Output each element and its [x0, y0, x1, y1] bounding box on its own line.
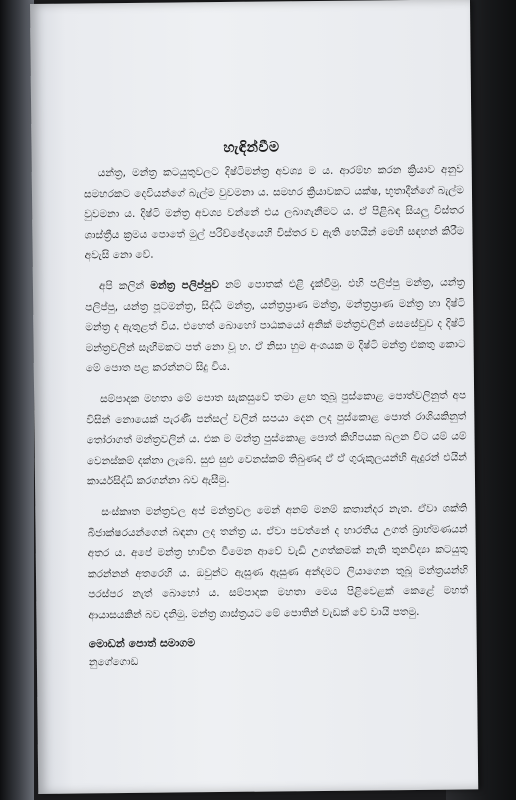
book-title-bold: මන්ත්‍ර පලිප්පුව	[150, 279, 219, 292]
publisher-place: නුගේගොඩ	[88, 656, 139, 669]
paragraph-1: යන්ත්‍ර, මන්ත්‍ර කටයුතුවලට දිෂ්ටිමන්ත්‍ර අවශ්‍ය ම ය. ආරම්භ කරන ක්‍රියාව අනුව සමහරකට දෙවියන්ගේ බැල්ම වුවමනා ය. සමහර ක්‍රියාවකට යක්ෂ, භූතාදීන්ගේ බැල්ම වුවමනා ය. දිෂ්ටි මන්ත්‍ර අවශ්‍ය වන්නේ එය ලබාගැනීමට ය. ඒ පිළිබඳ සියලු විස්තර ශාස්ත්‍රීය ක්‍රමය පොතේ මුල් පරිච්ඡේදයෙහි විස්තර ව ඇති හෙයින් මෙහි සඳහන් කිරීම අවැසි නො වේ.	[83, 163, 465, 262]
paragraph-3: සම්පාදක මහතා මේ පොත සැකසුවේ තමා ළඟ තුබූ පුස්කොළ පොත්වලිනුත් අප විසින් නොයෙක් පැරණි පන්සල් වලින් සපයා දෙන ලද පුස්කොළ පොත් රාශියකිනුත් තෝරාගත් මන්ත්‍රවලින් ය. එක ම මන්ත්‍ර පුස්කොළ පොත් කිහිපයක බලන විට යම් යම් වෙනස්කම් දක්නා ලැබේ. සුළු සුළු වෙනස්කම් තිබුණද ඒ ඒ ගුරුකුලයන්හි ඇදුරන් එයින් කාර්යසිද්ධි කරගන්නා බව ඇසීමු.	[86, 389, 467, 488]
publisher-name: මොඩන් පොත් සමාගම	[88, 636, 196, 651]
paragraph-4: සංස්කෘත මන්ත්‍රවල අප් මන්ත්‍රවල මෙන් අනම් මනම් කතාන්දර නැත. ඒවා ශක්ති බීජාක්ෂරයන්ගෙන් බඳනා ලද තන්ත්‍ර ය. ඒවා පවත්නේ ද භාරතීය උගත් බ්‍රාහ්මණයන් අතර ය. අපේ මන්ත්‍ර භාවිත වීමෙන ආවේ වැඩි උගත්කමක් නැති තුනවිද්‍යා කටයුතු කරන්නන් අතරෙහි ය. ඔවුන්ට ඇසුණ ඇසුණ අන්දමට ලියාගෙන තුබූ මන්ත්‍රයන්හි පරස්පර නැත් බොහෝ ය. සම්පාදක මහතා මෙය පිළිවෙළක් කෙළේ මහත් ආයාසයකින් බව දනිමු. මන්ත්‍ර ශාස්ත්‍රයට මේ පොතින් වැඩක් වේ වායි පතමු.	[87, 502, 469, 622]
paragraph-2	[85, 272, 466, 379]
paragraph-2-post: නම් පොතක් එළි දැක්වීමු. එහි පලිප්පු මන්ත්‍ර, යන්ත්‍ර පලිප්පු, යන්ත්‍ර පූටමන්ත්‍ර, සිද්ධි මන්ත්‍ර, යන්ත්‍රප්‍රාණ මන්ත්‍ර, මන්ත්‍රප්‍රාණ මන්ත්‍ර හා දිෂ්ටි මන්ත්‍ර ද ඇතුළත් විය. එහෙත් බොහෝ පාඨකයෝ අනික් මන්ත්‍රවලින් සෙසේවුව ද දිෂ්ටි මන්ත්‍රවලින් සෑහීමකට පත් නො වූ හ. ඒ නිසා හුම අංශයක ම දිෂ්ටි මන්ත්‍ර එකතු කොට මේ පොත පළ කරන්නට සිදු විය.	[85, 276, 466, 375]
paragraph-2-pre: අපි කලින්	[98, 279, 151, 293]
page-heading: හැඳින්වීම	[223, 139, 280, 156]
book-page	[30, 0, 478, 794]
page-body	[84, 159, 469, 671]
left-page-edge	[0, 0, 34, 800]
